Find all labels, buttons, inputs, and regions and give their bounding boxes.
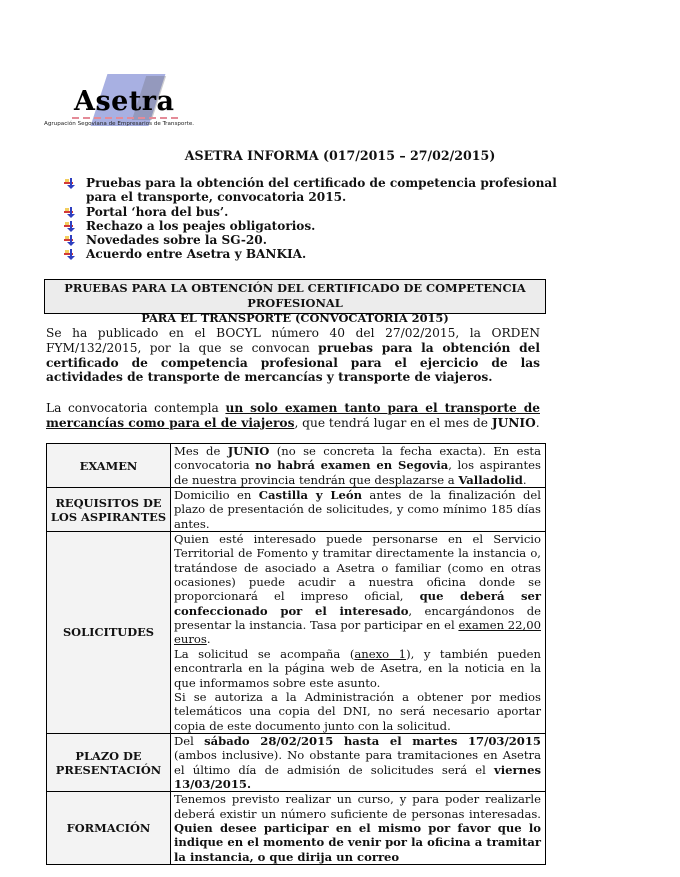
row-content — [171, 444, 546, 488]
intro-text: Se ha publicado en el BOCYL número 40 del 27/02/2015, la ORDEN FYM/132/2015, por la que se convocan — [46, 326, 540, 355]
logo-tagline: Agrupación Segoviana de Empresarios de Transporte. — [44, 121, 195, 127]
summary-item-text: Pruebas para la obtención del certificado de competencia profesional para el transporte, convocatoria 2015. — [86, 176, 557, 205]
fee-underlined: examen 22,00 euros — [174, 618, 541, 647]
document-title — [0, 148, 680, 163]
logo-dashes — [72, 117, 182, 119]
text: antes de la finalización del plazo de presentación de solicitudes, y como mínimo 185 días antes. — [174, 488, 541, 531]
convocatoria-text-3: . — [535, 415, 540, 430]
bold-text: que deberá ser confeccionado por el interesado — [174, 589, 541, 618]
arrow-down-bullet-icon — [64, 178, 76, 189]
arrow-down-bullet-icon — [64, 249, 76, 260]
row-label: SOLICITUDES — [47, 532, 171, 734]
row-label: EXAMEN — [47, 444, 171, 488]
convocatoria-text-1: La convocatoria contempla — [46, 401, 226, 415]
section-heading-line1: PRUEBAS PARA LA OBTENCIÓN DEL CERTIFICADO DE COMPETENCIA PROFESIONAL — [64, 281, 526, 310]
row-label: REQUISITOS DE LOS ASPIRANTES — [47, 488, 171, 532]
text: (no se concreta la fecha exacta). En esta convocatoria — [174, 444, 541, 473]
document-title-text: ASETRA INFORMA (017/2015 – 27/02/2015) — [184, 148, 496, 163]
intro-paragraph — [46, 326, 540, 385]
content-paragraph — [174, 532, 541, 647]
convocatoria-paragraph — [46, 401, 540, 431]
bold-text: sábado 28/02/2015 hasta el martes 17/03/2015 — [204, 733, 541, 748]
table-row-solicitudes — [47, 532, 546, 734]
bold-text: Castilla y León — [258, 488, 363, 503]
summary-item — [64, 247, 564, 261]
text: (ambos inclusive). No obstante para tramitaciones en Asetra el último día de admisión de solicitudes será el — [174, 748, 541, 777]
text: La solicitud se acompaña ( — [174, 646, 355, 661]
convocatoria-text-2: , que tendrá lugar en el mes de — [294, 415, 492, 430]
row-content — [171, 733, 546, 791]
row-label: FORMACIÓN — [47, 792, 171, 865]
bold-text: JUNIO — [227, 444, 270, 458]
asetra-logo — [44, 66, 214, 132]
bold-text: Valladolid — [458, 472, 523, 487]
row-content — [171, 488, 546, 532]
row-label: PLAZO DE PRESENTACIÓN — [47, 733, 171, 791]
summary-list — [64, 176, 564, 262]
section-heading-line2: PARA EL TRANSPORTE (CONVOCATORIA 2015) — [141, 311, 449, 325]
bold-text: Quien desee participar en el mismo por favor que lo indique en el momento de venir por la oficina a tramitar la instancia, o que dirija un correo — [174, 820, 541, 864]
summary-item-text: Portal ‘hora del bus’. — [86, 204, 229, 219]
text: , los aspirantes de nuestra provincia tendrán que desplazarse a — [174, 458, 541, 487]
convocatoria-month: JUNIO — [491, 415, 536, 430]
text: Quien esté interesado puede personarse en el Servicio Territorial de Fomento y tramitar directamente la instancia o, tratándose de asociado a Asetra o familiar (como en otras ocasiones) puede acudir a nuestra oficina donde se proporcionará el impreso oficial, — [174, 532, 541, 604]
text: Domicilio en — [174, 488, 259, 503]
summary-item — [64, 205, 564, 219]
intro-bold-text: pruebas para la obtención del certificado de competencia profesional para el ejercicio de las actividades de transporte de mercancías y transporte de viajeros. — [46, 340, 540, 385]
annex-link[interactable]: anexo 1 — [354, 646, 407, 661]
text: Mes de — [174, 444, 228, 458]
arrow-down-bullet-icon — [64, 235, 76, 246]
arrow-down-bullet-icon — [64, 207, 76, 218]
bold-text: no habrá examen en Segovia — [255, 458, 449, 473]
text: , encargándonos de presentar la instancia. Tasa por participar en el — [174, 603, 541, 633]
convocatoria-highlight: un solo examen tanto para el transporte de mercancías como para el de viajeros — [46, 401, 540, 430]
summary-item-text: Rechazo a los peajes obligatorios. — [86, 218, 316, 233]
text: Tenemos previsto realizar un curso, y para poder realizarle deberá existir un número suficiente de personas interesadas. — [174, 792, 541, 821]
summary-item-text: Novedades sobre la SG-20. — [86, 233, 267, 248]
table-row-plazo — [47, 733, 546, 791]
bold-text: viernes 13/03/2015. — [174, 762, 541, 791]
summary-item — [64, 219, 564, 233]
content-paragraph — [174, 647, 541, 690]
table-row-examen — [47, 444, 546, 488]
info-table — [46, 443, 546, 865]
text: . — [206, 632, 211, 647]
text: ), y también pueden encontrarla en la página web de Asetra, en la noticia en la que informamos sobre este asunto. — [174, 646, 542, 690]
logo-wordmark: Asetra — [74, 86, 175, 117]
content-paragraph: Si se autoriza a la Administración a obtener por medios telemáticos una copia del DNI, no será necesario aportar copia de este documento junto con la solicitud. — [174, 689, 541, 733]
table-row-formacion — [47, 792, 546, 865]
row-content — [171, 792, 546, 865]
table-row-requisitos — [47, 488, 546, 532]
section-heading — [44, 279, 546, 325]
summary-item — [64, 176, 564, 205]
text: Del — [174, 733, 205, 748]
text: . — [522, 472, 527, 487]
arrow-down-bullet-icon — [64, 221, 76, 232]
row-content — [171, 532, 546, 734]
summary-item-text: Acuerdo entre Asetra y BANKIA. — [86, 247, 307, 262]
summary-item — [64, 233, 564, 247]
